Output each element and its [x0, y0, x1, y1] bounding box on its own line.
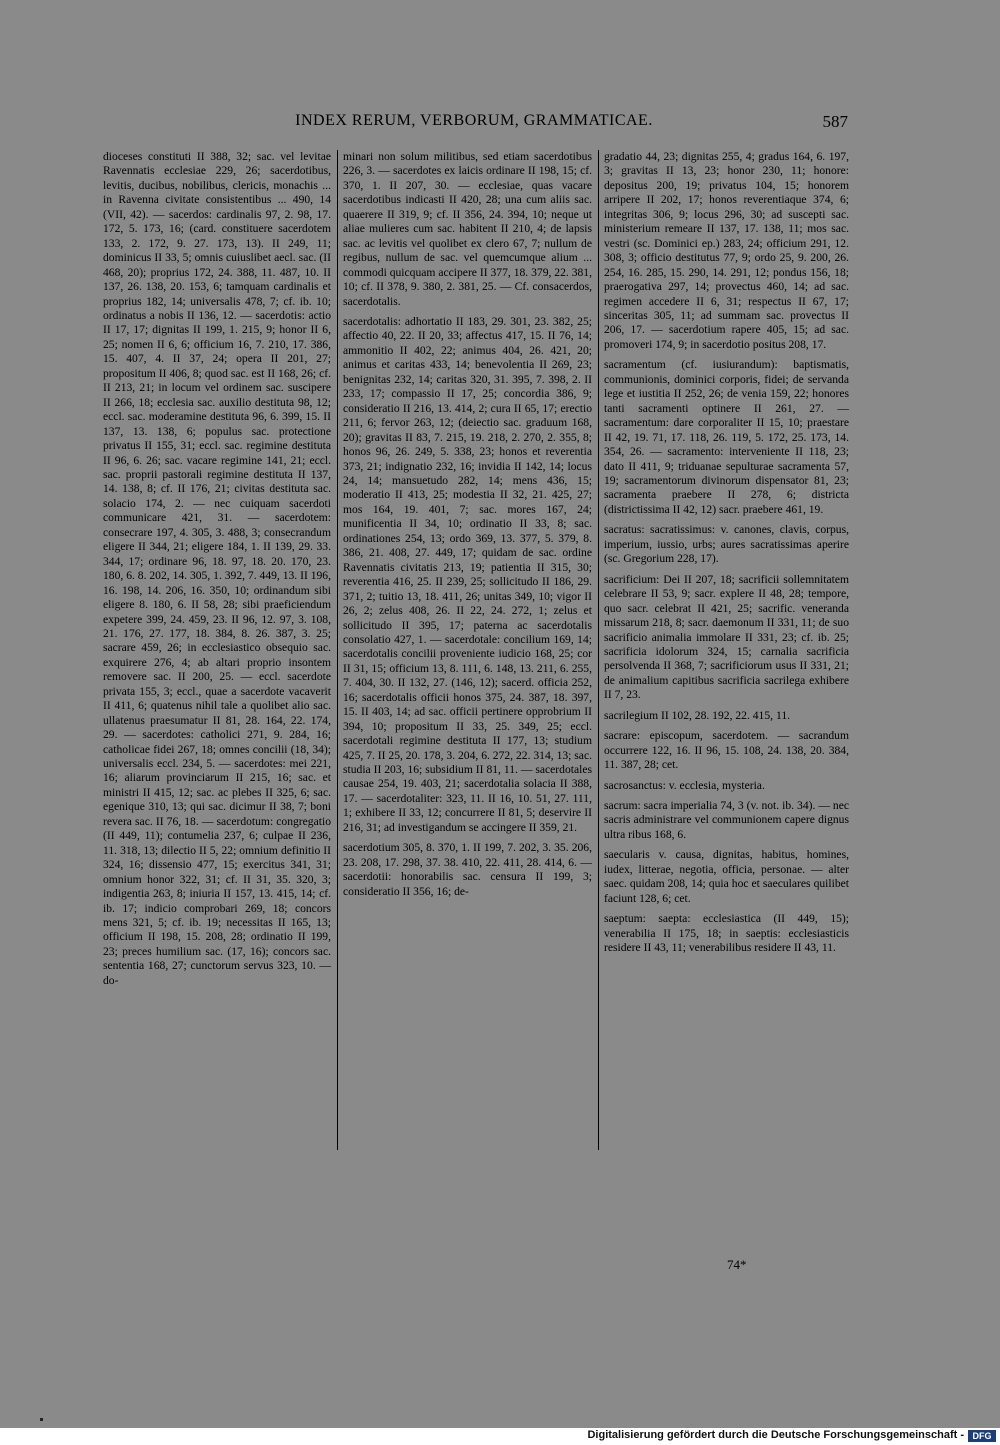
index-entry: minari non solum militibus, sed etiam sacerdotibus 226, 3. — sacerdotes ex laicis ordinare II 198, 15; cf. 370, 1. II 207, 30. — ecclesiae, quas vacare sacerdotibus indicasti II 420, 28; una cum aliis sac. quaerere II 319, 9; cf. II 356, 24. 394, 10; neque ut aliae mulieres cum sac. habitent II 210, 4; de lapsis sac. ac levitis vel quolibet ex clero 67, 7; nullum de regibus, nullum de sac. vel quemcumque alium ... commodi quicquam accipere II 377, 18. 379, 22. 381, 10; cf. II 378, 9. 380, 2. 381, 25. — Cf. consacerdos, sacerdotalis. — [343, 150, 592, 308]
footer-bar — [0, 1428, 1000, 1445]
page-number: 587 — [822, 112, 848, 131]
index-entry: saecularis v. causa, dignitas, habitus, homines, iudex, litterae, negotia, officia, personae. — alter saec. quidam 208, 14; quia hoc et saeculares quilibet faciunt 128, 6; cet. — [604, 848, 849, 905]
running-header — [100, 112, 848, 136]
index-entry: sacramentum (cf. iusiurandum): baptismatis, communionis, dominici corporis, fidei; de servanda lege et iustitia II 252, 26; de venia 159, 22; honores tanti sacramenti optinere II 261, 27. — sacramentum: dare corporaliter II 15, 10; praestare II 42, 19. 71, 17. 118, 26. 119, 5. 172, 25. 173, 14. 354, 26. — sacramento: interveniente II 118, 23; dato II 411, 9; triduanae sepulturae sacramenta 57, 19; sacramentorum divinorum dispensator 81, 23; sacramenta praebere II 278, 6; districta (districtissima II 42, 12) sacr. praebere 461, 19. — [604, 358, 849, 516]
index-entry: sacrare: episcopum, sacerdotem. — sacrandum occurrere 122, 16. II 96, 15. 108, 24. 138, 20. 384, 11. 387, 28; cet. — [604, 729, 849, 772]
index-entry: sacratus: sacratissimus: v. canones, clavis, corpus, imperium, iussio, urbs; aures sacratissimas aperire (sc. Gregorium 228, 17). — [604, 523, 849, 566]
signature-mark: 74* — [727, 1257, 747, 1272]
index-column-right — [604, 150, 849, 956]
index-entry: gradatio 44, 23; dignitas 255, 4; gradus 164, 6. 197, 3; gravitas II 13, 23; honor 230, 11; honore: depositus 200, 19; privatus 104, 15; honorem arripere II 202, 17; honos reverentiaque 374, 6; integritas 306, 9; locus 296, 30; ad suscepti sac. ministerium remeare II 137, 17. 138, 11; mos sac. vestri (sc. Dominici ep.) 283, 24; officium 291, 12. 308, 3; officio destitutus 77, 9; ordo 25, 9. 200, 26. 254, 16. 285, 15. 290, 14. 291, 12; pondus 156, 18; praerogativa 297, 14; provectus 460, 14; ad sac. regimen accedere II 6, 31; respectus II 67, 17; sinceritas 305, 11; ad summam sac. provectus II 206, 17. — sacerdotium rapere 405, 15; ad sac. promoveri 174, 9; in sacerdotio positus 208, 17. — [604, 150, 849, 351]
funding-notice: Digitalisierung gefördert durch die Deutsche Forschungsgemeinschaft - — [587, 1429, 964, 1441]
column-rule-left — [337, 150, 338, 1150]
index-entry: sacerdotium 305, 8. 370, 1. II 199, 7. 202, 3. 35. 206, 23. 208, 17. 298, 37. 38. 410, 22. 411, 28. 414, 6. — sacerdotii: honorabilis sac. censura II 199, 3; consideratio II 356, 16; de- — [343, 841, 592, 898]
margin-dot — [40, 1418, 43, 1421]
index-entry: sacrum: sacra imperialia 74, 3 (v. not. ib. 34). — nec sacris administrare vel communionem capere dignus ultra ribus 168, 6. — [604, 799, 849, 841]
index-column-middle — [343, 150, 592, 899]
index-entry: sacrilegium II 102, 28. 192, 22. 415, 11. — [604, 708, 791, 722]
index-column-left — [103, 150, 331, 988]
running-title: INDEX RERUM, VERBORUM, GRAMMATICAE. — [295, 112, 653, 129]
index-entry: sacerdotalis: adhortatio II 183, 29. 301, 23. 382, 25; affectio 40, 22. II 20, 33; affectus 417, 15. II 76, 14; ammonitio II 402, 22; animus 404, 26. 421, 20; animus et caritas 433, 14; benevolentia II 269, 23; benignitas 232, 14; caritas 320, 31. 395, 7. 398, 2. II 233, 17; compassio II 17, 25; concordia 386, 9; consideratio II 216, 13. 414, 2; cura II 65, 17; erectio 211, 6; fervor 263, 12; (deiectio sac. graduum 168, 20); gravitas II 83, 7. 215, 19. 218, 2. 270, 2. 355, 8; honos 96, 26. 249, 5. 338, 23; honos et reverentia 373, 21; indignatio 232, 16; invidia II 142, 14; locus 24, 14; mansuetudo 282, 14; mens 436, 15; moderatio II 413, 25; modestia II 32, 21. 425, 27; mos 164, 19. 401, 7; sac. mores 167, 24; munificentia II 34, 10; ordinatio II 33, 8; sac. ordinationes 254, 13; ordo 369, 13. 377, 5. 379, 8. 386, 21. 408, 27. 449, 17; quidam de sac. ordine Ravennatis civitatis 213, 19; patientia II 315, 30; reverentia 416, 25. II 239, 25; sollicitudo II 186, 29. 371, 2; tuitio 13, 18. 411, 26; unitas 349, 10; vigor II 26, 2; zelus 408, 26. II 22, 24. 272, 1; zelus et sollicitudo II 395, 17; paterna ac sacerdotalis consolatio 427, 1. — sacerdotale: concilium 169, 14; sacerdotalis concilii proveniente iudicio 168, 25; cor II 31, 15; officium 13, 8. 111, 6. 148, 13. 211, 6. 255, 7. 404, 30. II 132, 27. (146, 12); sacerd. officia 252, 16; sacerdotalis officii honos 375, 24. 387, 18. 397, 15. II 403, 14; ad sac. officii pertinere opprobrium II 394, 10; propositum II 33, 25. 349, 25; eccl. sacerdotali regimine destituta II 177, 13; studium 425, 7. II 25, 20. 178, 3. 204, 6. 272, 22. 314, 13; sac. studia II 203, 16; subsidium II 81, 11. — sacerdotales causae 254, 19. 403, 21; sacerdotalia solacia II 388, 17. — sacerdotaliter: 323, 11. II 16, 10. 51, 27. 111, 1; exhibere II 33, 12; concurrere II 81, 5; deservire II 216, 31; ad investigandum se accingere II 359, 21. — [343, 314, 592, 834]
column-rule-right — [598, 150, 599, 1150]
index-entry: sacrosanctus: v. ecclesia, mysteria. — [604, 778, 765, 792]
index-entry: saeptum: saepta: ecclesiastica (II 449, 15); venerabilia II 175, 18; in saeptis: ecclesiasticis residere II 43, 11; venerabilibus residere II 43, 11. — [604, 912, 849, 955]
index-entry: sacrificium: Dei II 207, 18; sacrificii sollemnitatem celebrare II 53, 9; sacr. explere II 48, 28; tempore, quo sacr. celebrat II 421, 25; sacrific. veneranda missarum 218, 8; sacr. daemonum II 331, 11; de suo sacrificio animalia immolare II 331, 23; cf. ib. 25; sacrificia idolorum 324, 15; carnalia sacrificia persolvenda II 368, 7; sacrificiorum usus II 331, 21; de animalium capitibus sacrificia sacrilega exhibere II 7, 23. — [604, 572, 849, 702]
dfg-logo-icon: DFG — [968, 1430, 996, 1442]
index-entry: dioceses constituti II 388, 32; sac. vel levitae Ravennatis ecclesiae 229, 26; sacerdotibus, levitis, ducibus, nobilibus, clericis, monachis ... in Ravenna civitate consistentibus ... 490, 14 (VII, 42). — sacerdos: cardinalis 97, 2. 98, 17. 172, 5. 173, 16; (card. constituere sacerdotem 133, 2. 172, 9. 27. 173, 13). II 249, 11; dominicus II 33, 5; omnis cuiuslibet aecl. sac. (II 468, 20); proprius 172, 24. 388, 11. 487, 10. II 137, 26. 138, 20. 153, 6; tamquam cardinalis et proprius 182, 14; universalis 478, 7; cf. ib. 10; ordinatus a nobis II 136, 12. — sacerdotis: actio II 17, 17; dignitas II 199, 1. 215, 9; honor II 6, 25; nomen II 6, 6; officium 16, 7. 210, 17. 386, 15. 407, 4. II 37, 24; opera II 201, 27; propositum II 406, 8; quod sac. est II 168, 26; cf. II 213, 21; in locum vel ordinem sac. suscipere II 266, 18; ecclesia sac. auxilio destituta 98, 12; eccl. sac. moderamine destituta 96, 6. 399, 15. II 137, 13. 138, 6; populus sac. protectione privatus II 155, 31; eccl. sac. regimine destituta II 96, 6. 26; sac. vacare regimine 141, 21; eccl. sac. proprii pastorali regimine destituta II 137, 14. 138, 8; cf. II 176, 21; civitas destituta sac. solacio 174, 2. — nec cuiquam sacerdoti communicare 421, 31. — sacerdotem: consecrare 197, 4. 305, 3. 488, 3; consecrandum eligere II 344, 21; eligere 184, 1. II 139, 29. 33. 344, 17; ordinare 96, 18. 97, 18. 20. 170, 23. 180, 6. 8. 202, 14. 305, 1. 392, 7. 449, 13. II 196, 16. 198, 14. 206, 16. 350, 10; ordinandum sibi eligere 8. 180, 6. II 58, 28; sibi praeficiendum expetere 399, 24. 459, 23. II 96, 12. 97, 3. 108, 21. 176, 27. 177, 18. 384, 8. 26. 387, 3. 25; sacrare 459, 26; in ecclesiastico obsequio sac. exquirere 276, 4; ab altari proprio insontem removere sac. II 200, 25. — eccl. sacerdote privata 155, 3; eccl., quae a sacerdote vacaverit II 411, 6; quatenus nihil tale a quolibet alio sac. ullatenus praesumatur II 81, 28. 164, 22. 174, 29. — sacerdotes: catholici 271, 9. 284, 16; catholicae fidei 267, 18; omnes concilii (18, 34); universalis eccl. 234, 5. — sacerdotes: mei 221, 16; aliarum provinciarum II 215, 16; sac. et ministri II 415, 12; sac. ac plebes II 325, 6; sac. egenique 310, 13; qui sac. dicimur II 38, 7; boni revera sac. II 76, 18. — sacerdotum: congregatio (II 449, 11); contumelia 237, 6; culpae II 236, 11. 318, 13; dilectio II 5, 22; omnium definitio II 324, 16; dissensio 477, 15; exercitus 341, 31; omnium honor 322, 31; cf. II 31, 35. 320, 3; indigentia 263, 8; iniuria II 157, 13. 415, 14; cf. ib. 17; indicio comprobari 269, 18; concors mens 321, 5; cf. ib. 19; necessitas II 165, 13; officium II 198, 15. 208, 28; ordinatio II 199, 23; preces humilium sac. (17, 16); concors sac. sententia 168, 27; cunctorum servus 323, 10. — do- — [103, 150, 332, 987]
